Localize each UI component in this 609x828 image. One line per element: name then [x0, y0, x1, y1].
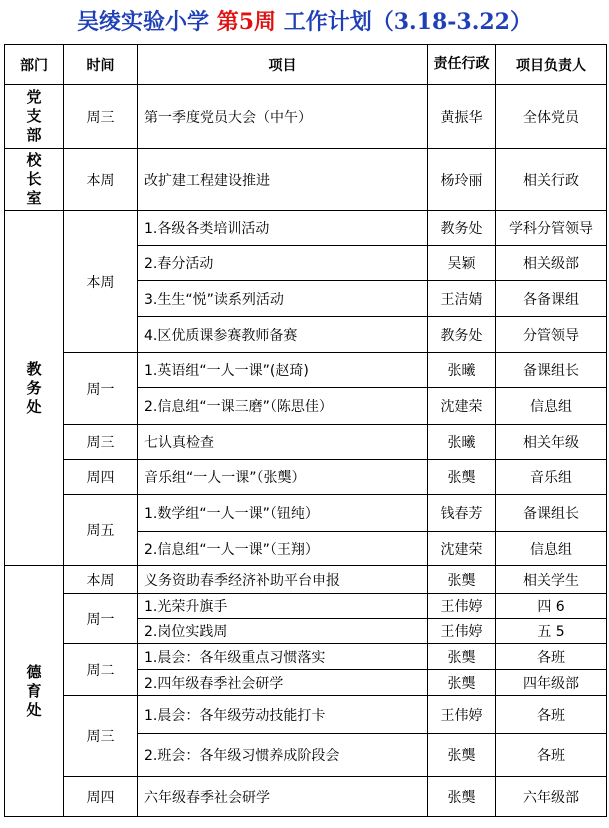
office-cell: 沈建荣 — [428, 532, 496, 566]
office-cell: 张龑 — [428, 460, 496, 495]
table-row — [5, 644, 607, 670]
table-row — [5, 566, 607, 594]
office-cell: 张龑 — [428, 670, 496, 696]
owner-cell: 分管领导 — [496, 317, 607, 353]
item-cell: 第一季度党员大会（中午） — [138, 85, 428, 149]
owner-cell: 各备课组 — [496, 281, 607, 317]
owner-cell: 音乐组 — [496, 460, 607, 495]
owner-cell: 四 6 — [496, 594, 607, 619]
item-cell: 1.晨会：各年级劳动技能打卡 — [138, 696, 428, 734]
time-cell: 周三 — [64, 696, 138, 777]
item-cell: 4.区优质课参赛教师备赛 — [138, 317, 428, 353]
owner-cell: 六年级部 — [496, 777, 607, 817]
header-owner: 项目负责人 — [496, 45, 607, 85]
item-cell: 七认真检查 — [138, 425, 428, 460]
title-school: 吴绫实验小学 — [77, 9, 210, 35]
office-cell: 张曦 — [428, 425, 496, 460]
office-cell: 王伟婷 — [428, 619, 496, 644]
owner-cell: 信息组 — [496, 532, 607, 566]
header-time: 时间 — [64, 45, 138, 85]
item-cell: 2.四年级春季社会研学 — [138, 670, 428, 696]
item-cell: 六年级春季社会研学 — [138, 777, 428, 817]
owner-cell: 备课组长 — [496, 495, 607, 532]
office-cell: 吴颖 — [428, 246, 496, 281]
time-cell: 周一 — [64, 594, 138, 644]
item-cell: 1.英语组“一人一课”(赵琦) — [138, 353, 428, 388]
table-row — [5, 696, 607, 734]
owner-cell: 各班 — [496, 734, 607, 777]
office-cell: 张曦 — [428, 353, 496, 388]
item-cell: 音乐组“一人一课”（张龑） — [138, 460, 428, 495]
table-row — [5, 460, 607, 495]
owner-cell: 各班 — [496, 644, 607, 670]
office-cell: 教务处 — [428, 317, 496, 353]
time-cell: 本周 — [64, 149, 138, 211]
owner-cell: 学科分管领导 — [496, 211, 607, 246]
table-row — [5, 594, 607, 619]
item-cell: 改扩建工程建设推进 — [138, 149, 428, 211]
page-title — [0, 0, 609, 42]
table-row — [5, 777, 607, 817]
title-week: 第5周 — [216, 9, 277, 35]
header-dept: 部门 — [5, 45, 64, 85]
office-cell: 黄振华 — [428, 85, 496, 149]
item-cell: 2.信息组“一课三磨”（陈思佳） — [138, 388, 428, 425]
table-row — [5, 353, 607, 388]
dept-moral: 德 育 处 — [5, 566, 64, 817]
item-cell: 2.信息组“一人一课”（王翔） — [138, 532, 428, 566]
owner-cell: 相关年级 — [496, 425, 607, 460]
item-cell: 2.岗位实践周 — [138, 619, 428, 644]
time-cell: 周五 — [64, 495, 138, 566]
owner-cell: 相关级部 — [496, 246, 607, 281]
item-cell: 2.春分活动 — [138, 246, 428, 281]
owner-cell: 相关学生 — [496, 566, 607, 594]
owner-cell: 各班 — [496, 696, 607, 734]
time-cell: 本周 — [64, 566, 138, 594]
table-row — [5, 425, 607, 460]
header-row — [5, 45, 607, 85]
header-office: 责任行政 — [428, 45, 496, 85]
time-cell: 周二 — [64, 644, 138, 696]
office-cell: 钱春芳 — [428, 495, 496, 532]
item-cell: 1.数学组“一人一课”（钮纯） — [138, 495, 428, 532]
office-cell: 张龑 — [428, 566, 496, 594]
item-cell: 1.晨会：各年级重点习惯落实 — [138, 644, 428, 670]
time-cell: 周三 — [64, 425, 138, 460]
owner-cell: 信息组 — [496, 388, 607, 425]
item-cell: 3.生生“悦”读系列活动 — [138, 281, 428, 317]
office-cell: 张龑 — [428, 734, 496, 777]
office-cell: 王伟婷 — [428, 594, 496, 619]
title-plan: 工作计划（3.18-3.22） — [283, 9, 532, 35]
item-cell: 1.光荣升旗手 — [138, 594, 428, 619]
table-row — [5, 149, 607, 211]
owner-cell: 四年级部 — [496, 670, 607, 696]
office-cell: 王伟婷 — [428, 696, 496, 734]
time-cell: 本周 — [64, 211, 138, 353]
item-cell: 2.班会：各年级习惯养成阶段会 — [138, 734, 428, 777]
item-cell: 1.各级各类培训活动 — [138, 211, 428, 246]
owner-cell: 全体党员 — [496, 85, 607, 149]
owner-cell: 备课组长 — [496, 353, 607, 388]
owner-cell: 五 5 — [496, 619, 607, 644]
office-cell: 杨玲丽 — [428, 149, 496, 211]
dept-academic: 教 务 处 — [5, 211, 64, 566]
item-cell: 义务资助春季经济补助平台申报 — [138, 566, 428, 594]
owner-cell: 相关行政 — [496, 149, 607, 211]
office-cell: 沈建荣 — [428, 388, 496, 425]
table-row — [5, 85, 607, 149]
office-cell: 张龑 — [428, 777, 496, 817]
work-plan-table — [4, 44, 607, 817]
table-row — [5, 495, 607, 532]
time-cell: 周三 — [64, 85, 138, 149]
time-cell: 周四 — [64, 460, 138, 495]
office-cell: 王洁婧 — [428, 281, 496, 317]
dept-principal: 校 长 室 — [5, 149, 64, 211]
header-item: 项目 — [138, 45, 428, 85]
dept-party: 党 支 部 — [5, 85, 64, 149]
office-cell: 张龑 — [428, 644, 496, 670]
office-cell: 教务处 — [428, 211, 496, 246]
time-cell: 周一 — [64, 353, 138, 425]
table-row — [5, 211, 607, 246]
time-cell: 周四 — [64, 777, 138, 817]
